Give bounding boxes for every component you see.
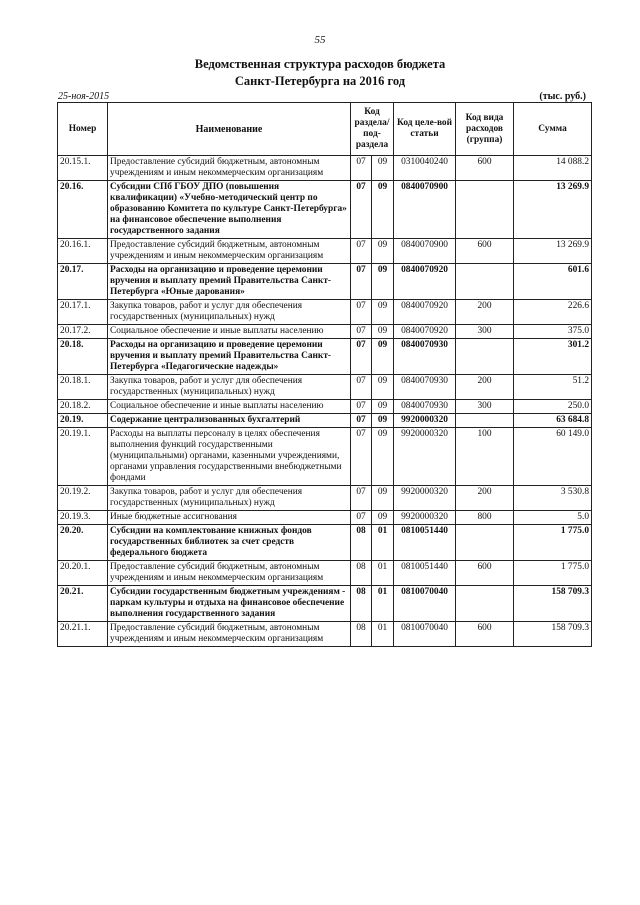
- table-row: [58, 156, 592, 181]
- row-sum: 158 709.3: [514, 622, 592, 647]
- row-sum: 60 149.0: [514, 428, 592, 486]
- row-name: Предоставление субсидий бюджетным, автономным учреждениям и иным некоммерческим организациям: [108, 239, 351, 264]
- title-line-2: Санкт-Петербурга на 2016 год: [234, 74, 406, 88]
- row-sum: 1 775.0: [514, 525, 592, 561]
- table-row: [58, 622, 592, 647]
- row-target-code: 0840070900: [394, 239, 456, 264]
- row-expense-type: 600: [456, 239, 514, 264]
- header-target: Код целе-вой статьи: [394, 103, 456, 156]
- row-subsection: 09: [372, 239, 394, 264]
- row-number: 20.19.3.: [58, 511, 108, 525]
- header-expense-type: Код вида расходов (группа): [456, 103, 514, 156]
- budget-table: [57, 102, 592, 647]
- row-number: 20.19.2.: [58, 486, 108, 511]
- row-expense-type: [456, 414, 514, 428]
- row-section: 07: [351, 511, 372, 525]
- table-row: [58, 561, 592, 586]
- row-name: Субсидии на комплектование книжных фондов государственных библиотек за счет средств федерального бюджета: [108, 525, 351, 561]
- row-section: 07: [351, 339, 372, 375]
- row-sum: 301.2: [514, 339, 592, 375]
- table-row: [58, 239, 592, 264]
- row-subsection: 09: [372, 339, 394, 375]
- row-sum: 3 530.8: [514, 486, 592, 511]
- row-section: 07: [351, 181, 372, 239]
- row-subsection: 09: [372, 325, 394, 339]
- row-number: 20.16.1.: [58, 239, 108, 264]
- row-sum: 601.6: [514, 264, 592, 300]
- row-section: 07: [351, 428, 372, 486]
- row-section: 07: [351, 414, 372, 428]
- row-section: 07: [351, 375, 372, 400]
- row-expense-type: 200: [456, 300, 514, 325]
- row-number: 20.18.2.: [58, 400, 108, 414]
- table-row: [58, 414, 592, 428]
- row-subsection: 09: [372, 375, 394, 400]
- row-name: Расходы на организацию и проведение церемонии вручения и выплату премий Правительства Санкт-Петербурга «Педагогические надежды»: [108, 339, 351, 375]
- row-subsection: 01: [372, 525, 394, 561]
- row-expense-type: 200: [456, 486, 514, 511]
- row-sum: 250.0: [514, 400, 592, 414]
- row-name: Предоставление субсидий бюджетным, автономным учреждениям и иным некоммерческим организациям: [108, 561, 351, 586]
- row-sum: 1 775.0: [514, 561, 592, 586]
- row-subsection: 09: [372, 264, 394, 300]
- row-target-code: 9920000320: [394, 511, 456, 525]
- row-sum: 13 269.9: [514, 181, 592, 239]
- row-section: 07: [351, 156, 372, 181]
- row-name: Закупка товаров, работ и услуг для обеспечения государственных (муниципальных) нужд: [108, 486, 351, 511]
- row-target-code: 0310040240: [394, 156, 456, 181]
- row-subsection: 09: [372, 400, 394, 414]
- table-row: [58, 325, 592, 339]
- row-target-code: 0810070040: [394, 586, 456, 622]
- row-section: 07: [351, 400, 372, 414]
- document-date: 25-ноя-2015: [58, 91, 110, 102]
- table-row: [58, 375, 592, 400]
- row-target-code: 0840070920: [394, 264, 456, 300]
- row-number: 20.20.: [58, 525, 108, 561]
- row-expense-type: [456, 339, 514, 375]
- table-header: [58, 103, 592, 156]
- row-number: 20.21.1.: [58, 622, 108, 647]
- row-expense-type: [456, 525, 514, 561]
- row-target-code: 9920000320: [394, 486, 456, 511]
- row-target-code: 0810051440: [394, 525, 456, 561]
- row-subsection: 09: [372, 428, 394, 486]
- row-name: Закупка товаров, работ и услуг для обеспечения государственных (муниципальных) нужд: [108, 300, 351, 325]
- row-expense-type: 800: [456, 511, 514, 525]
- document-title: [0, 56, 640, 90]
- row-target-code: 0840070930: [394, 339, 456, 375]
- table-row: [58, 300, 592, 325]
- row-name: Предоставление субсидий бюджетным, автономным учреждениям и иным некоммерческим организациям: [108, 156, 351, 181]
- table-row: [58, 525, 592, 561]
- row-number: 20.16.: [58, 181, 108, 239]
- row-target-code: 9920000320: [394, 414, 456, 428]
- row-number: 20.20.1.: [58, 561, 108, 586]
- row-expense-type: 300: [456, 400, 514, 414]
- row-sum: 14 088.2: [514, 156, 592, 181]
- table-row: [58, 339, 592, 375]
- row-sum: 5.0: [514, 511, 592, 525]
- row-target-code: 0840070930: [394, 375, 456, 400]
- row-subsection: 09: [372, 414, 394, 428]
- row-subsection: 09: [372, 300, 394, 325]
- row-number: 20.17.1.: [58, 300, 108, 325]
- table-row: [58, 428, 592, 486]
- row-sum: 51.2: [514, 375, 592, 400]
- row-target-code: 9920000320: [394, 428, 456, 486]
- row-name: Иные бюджетные ассигнования: [108, 511, 351, 525]
- row-name: Субсидии СПб ГБОУ ДПО (повышения квалификации) «Учебно-методический центр по образованию Комитета по культуре Санкт-Петербурга» на финансовое обеспечение выполнения государственного задания: [108, 181, 351, 239]
- table-row: [58, 400, 592, 414]
- row-sum: 226.6: [514, 300, 592, 325]
- row-section: 08: [351, 561, 372, 586]
- row-target-code: 0840070900: [394, 181, 456, 239]
- header-number: Номер: [58, 103, 108, 156]
- units-label: (тыс. руб.): [539, 91, 586, 102]
- row-sum: 13 269.9: [514, 239, 592, 264]
- row-name: Расходы на выплаты персоналу в целях обеспечения выполнения функций государственными (муниципальными) органами, казенными учреждениями, органами управления государственными внебюджетными фондами: [108, 428, 351, 486]
- row-expense-type: 200: [456, 375, 514, 400]
- row-expense-type: [456, 586, 514, 622]
- row-number: 20.18.: [58, 339, 108, 375]
- row-number: 20.17.2.: [58, 325, 108, 339]
- row-name: Социальное обеспечение и иные выплаты населению: [108, 325, 351, 339]
- title-line-1: Ведомственная структура расходов бюджета: [194, 57, 446, 71]
- row-section: 07: [351, 239, 372, 264]
- row-sum: 375.0: [514, 325, 592, 339]
- row-name: Предоставление субсидий бюджетным, автономным учреждениям и иным некоммерческим организациям: [108, 622, 351, 647]
- table-row: [58, 586, 592, 622]
- row-subsection: 01: [372, 622, 394, 647]
- row-expense-type: 600: [456, 622, 514, 647]
- row-expense-type: 600: [456, 561, 514, 586]
- page-number: 55: [314, 34, 326, 46]
- row-section: 07: [351, 486, 372, 511]
- row-name: Содержание централизованных бухгалтерий: [108, 414, 351, 428]
- row-subsection: 09: [372, 486, 394, 511]
- row-sum: 63 684.8: [514, 414, 592, 428]
- header-sum: Сумма: [514, 103, 592, 156]
- row-expense-type: 100: [456, 428, 514, 486]
- row-sum: 158 709.3: [514, 586, 592, 622]
- row-name: Закупка товаров, работ и услуг для обеспечения государственных (муниципальных) нужд: [108, 375, 351, 400]
- row-subsection: 09: [372, 181, 394, 239]
- row-target-code: 0840070920: [394, 300, 456, 325]
- table-row: [58, 511, 592, 525]
- header-section: Код раздела/ под-раздела: [351, 103, 394, 156]
- row-number: 20.19.: [58, 414, 108, 428]
- row-section: 08: [351, 586, 372, 622]
- row-section: 07: [351, 300, 372, 325]
- row-number: 20.18.1.: [58, 375, 108, 400]
- row-name: Социальное обеспечение и иные выплаты населению: [108, 400, 351, 414]
- row-name: Субсидии государственным бюджетным учреждениям - паркам культуры и отдыха на финансовое обеспечение выполнения государственного задания: [108, 586, 351, 622]
- table-body: [58, 156, 592, 647]
- row-subsection: 09: [372, 156, 394, 181]
- row-section: 07: [351, 325, 372, 339]
- header-name: Наименование: [108, 103, 351, 156]
- row-expense-type: [456, 181, 514, 239]
- row-subsection: 09: [372, 511, 394, 525]
- table-row: [58, 181, 592, 239]
- row-number: 20.19.1.: [58, 428, 108, 486]
- row-number: 20.15.1.: [58, 156, 108, 181]
- row-section: 08: [351, 622, 372, 647]
- row-number: 20.21.: [58, 586, 108, 622]
- row-target-code: 0810070040: [394, 622, 456, 647]
- row-section: 07: [351, 264, 372, 300]
- table-row: [58, 264, 592, 300]
- row-target-code: 0810051440: [394, 561, 456, 586]
- row-section: 08: [351, 525, 372, 561]
- row-target-code: 0840070920: [394, 325, 456, 339]
- row-target-code: 0840070930: [394, 400, 456, 414]
- row-expense-type: [456, 264, 514, 300]
- row-expense-type: 600: [456, 156, 514, 181]
- table-row: [58, 486, 592, 511]
- row-expense-type: 300: [456, 325, 514, 339]
- row-subsection: 01: [372, 561, 394, 586]
- row-number: 20.17.: [58, 264, 108, 300]
- row-name: Расходы на организацию и проведение церемонии вручения и выплату премий Правительства Санкт-Петербурга «Юные дарования»: [108, 264, 351, 300]
- row-subsection: 01: [372, 586, 394, 622]
